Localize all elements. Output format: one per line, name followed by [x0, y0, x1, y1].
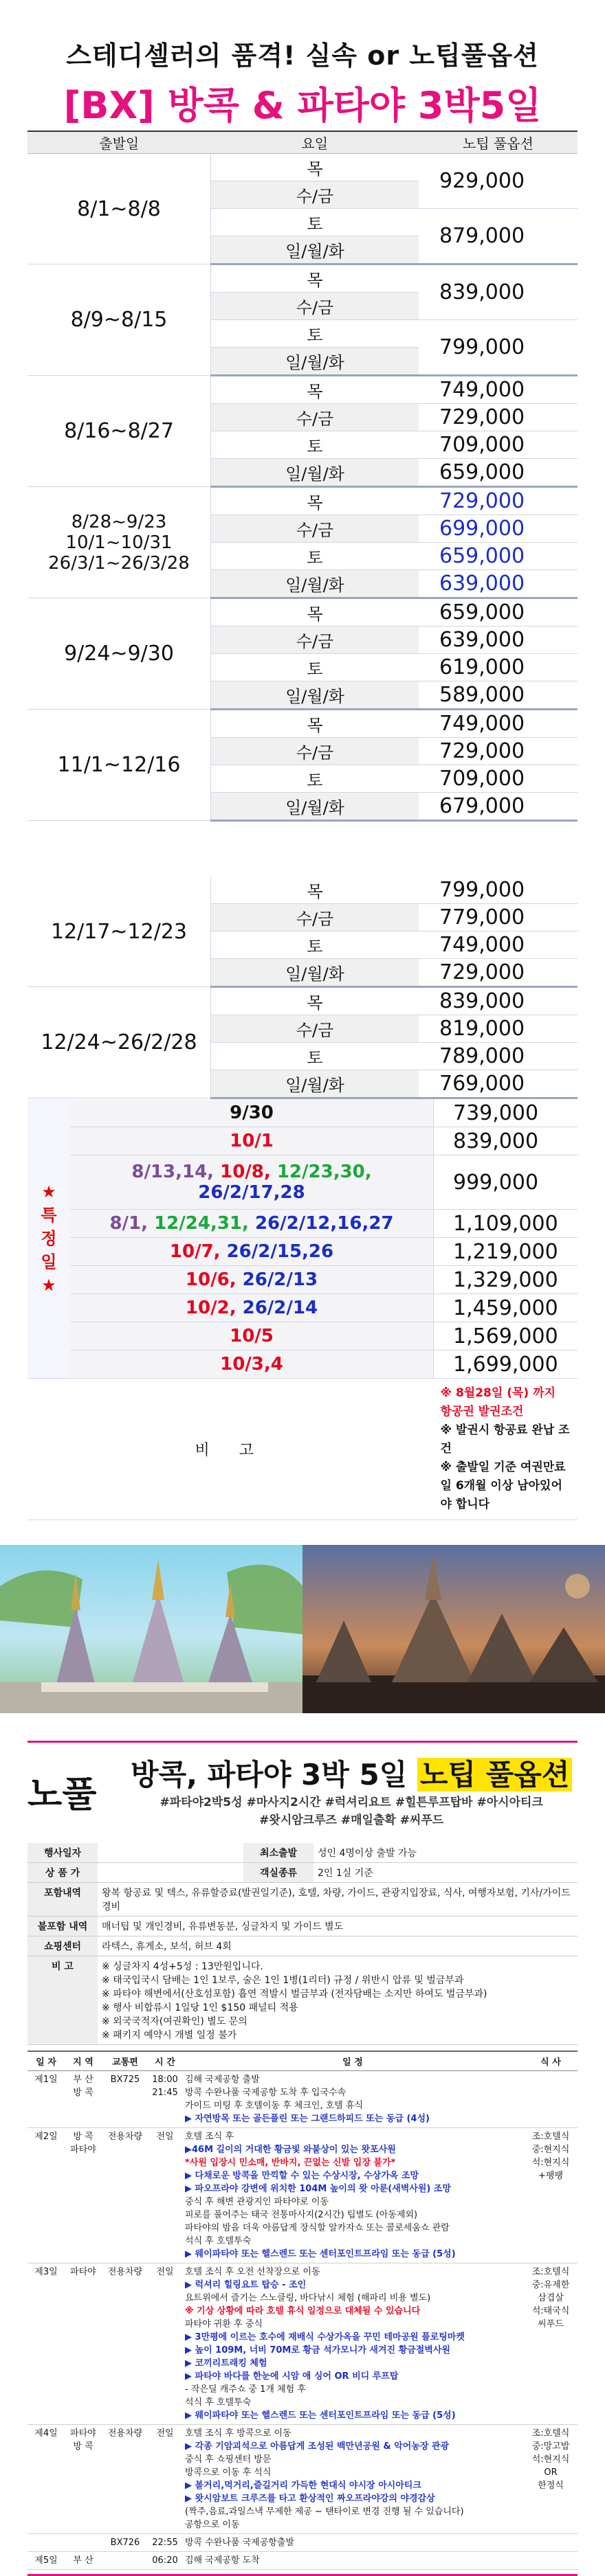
weekday-cell: 수/금 — [211, 181, 419, 209]
special-date-text: 8/1, — [109, 1213, 155, 1234]
weekday-cell: 수/금 — [211, 515, 419, 543]
itin-region: 파타야 방 콕 — [65, 2425, 102, 2534]
price-table — [28, 131, 578, 822]
hashtags-line-1: #파타야2박5성 #마사지2시간 #럭셔리요트 #힐튼루프탑바 #아시아티크 — [160, 1796, 543, 1809]
price-cell: 749,000 — [419, 710, 578, 738]
tour-title — [131, 1752, 572, 1794]
itin-day: 제2일 — [28, 2128, 65, 2263]
schedule-line: 피로를 풀어주는 태국 전통마사지(2시간) 팁별도 (아동제외) — [185, 2210, 418, 2220]
product-title: [BX] 방콕 & 파타야 3박5일 — [63, 84, 542, 127]
price-cell: 929,000 — [419, 154, 578, 209]
weekday-cell: 목 — [211, 710, 419, 738]
special-date-text: 10/8, — [220, 1162, 277, 1182]
schedule-line: 방콕 수완나품 국제공항출발 — [185, 2538, 294, 2548]
price-cell: 749,000 — [419, 376, 578, 404]
price-cell: 839,000 — [419, 987, 578, 1015]
info-key-2: 객실종류 — [243, 1863, 314, 1883]
price-row — [28, 376, 578, 404]
weekday-cell: 수/금 — [211, 293, 419, 320]
itin-transport: 전용차량 — [102, 2263, 148, 2425]
special-price: 739,000 — [434, 1099, 578, 1127]
itin-meal: 조:호텔식 중:유제한 삼겹살 석:태국식 씨푸드 — [524, 2263, 578, 2425]
special-body — [28, 1099, 578, 1520]
weekday-cell: 토 — [211, 543, 419, 570]
price-cell: 709,000 — [419, 431, 578, 459]
weekday-cell: 목 — [211, 376, 419, 404]
price-cell: 729,000 — [419, 487, 578, 515]
itinerary-row — [28, 2128, 578, 2263]
schedule-line: (짝주,음료,과일스낵 무제한 제공 ~ 탠타이로 변경 진행 될 수 있습니다) — [185, 2507, 464, 2517]
price-cell: 709,000 — [419, 765, 578, 793]
special-date-text: 9/30 — [230, 1103, 274, 1123]
tour-title-highlight: 노팁 풀옵션 — [417, 1758, 572, 1792]
schedule-line: 방콕 수완나품 국제공항 도착 후 입국수속 — [185, 2088, 346, 2098]
price-cell: 639,000 — [419, 570, 578, 598]
special-date-text: 10/1 — [230, 1131, 274, 1151]
photo-strip — [0, 1545, 605, 1713]
special-date-text: 12/23,30, — [276, 1162, 372, 1182]
weekday-cell: 수/금 — [211, 904, 419, 931]
weekday-cell: 목 — [211, 487, 419, 515]
special-price: 1,329,000 — [434, 1266, 578, 1294]
price-body — [28, 154, 578, 821]
col-price: 노팁 풀옵션 — [419, 131, 578, 154]
special-date-text: 26/2/17,28 — [198, 1182, 305, 1203]
special-date-text: 26/2/13 — [242, 1269, 318, 1290]
info-key: 비 고 — [28, 1956, 98, 2045]
info-value-2: 성인 4명이상 출발 가능 — [314, 1843, 578, 1863]
price-cell: 779,000 — [419, 904, 578, 931]
itin-schedule — [182, 2534, 524, 2552]
weekday-cell: 수/금 — [211, 404, 419, 431]
info-row — [28, 1843, 578, 1863]
schedule-line: 호텔 조식 후 — [185, 2132, 234, 2142]
itinerary-row — [28, 2552, 578, 2570]
special-price: 1,569,000 — [434, 1322, 578, 1351]
special-dates — [70, 1210, 434, 1238]
info-key: 상 품 가 — [28, 1863, 98, 1883]
schedule-line: ▶ 다채로운 방콕을 만끽할 수 있는 수상시장, 수상가옥 조망 — [185, 2171, 419, 2181]
schedule-line: *사원 입장시 민소매, 반바지, 끈없는 신발 입장 불가* — [185, 2158, 396, 2168]
weekday-cell: 일/월/화 — [211, 348, 419, 376]
schedule-line: ▶ 각종 기암괴석으로 아름답게 조성된 백만년공원 & 악어농장 관광 — [185, 2441, 450, 2452]
itin-day: 제5일 — [28, 2552, 65, 2570]
weekday-cell: 일/월/화 — [211, 236, 419, 264]
tour-detail-section — [0, 1741, 605, 2576]
weekday-cell: 일/월/화 — [211, 459, 419, 487]
schedule-line: 석식 후 호텔투숙 — [185, 2397, 252, 2408]
itinerary-row — [28, 2425, 578, 2534]
itin-col-meal: 식 사 — [524, 2051, 578, 2071]
price-cell: 679,000 — [419, 793, 578, 821]
note-line: ※ 8월28일 (목) 까지 항공권 발권조건 — [440, 1386, 556, 1419]
special-date-text: 26/2/12,16,27 — [254, 1213, 394, 1234]
tour-info-body — [28, 1843, 578, 2045]
weekday-cell: 일/월/화 — [211, 681, 419, 710]
itin-col-region: 지 역 — [65, 2051, 102, 2071]
special-price: 839,000 — [434, 1127, 578, 1155]
weekday-cell: 토 — [211, 431, 419, 459]
itin-time: 전일 — [148, 2128, 182, 2263]
special-date-text: 10/2, — [185, 1298, 243, 1318]
special-dates — [70, 1294, 434, 1322]
schedule-line: ▶ 웨이파타야 또는 헬스렌드 또는 센터포인트프라임 또는 동급 (5성) — [185, 2249, 456, 2259]
special-row — [28, 1351, 578, 1379]
itin-day: 제1일 — [28, 2071, 65, 2128]
schedule-line: ▶ 왓시암보트 크루즈를 타고 환상적인 짜오프라야강의 야경감상 — [185, 2494, 435, 2504]
schedule-line: 호텔 조식 후 오전 선착장으로 이동 — [185, 2267, 320, 2277]
schedule-line: ▶ 볼거리,먹거리,즐길거리 가득한 현대식 야시장 아시아티크 — [185, 2481, 421, 2491]
itin-region: 부 산 — [65, 2552, 102, 2570]
itin-region: 파타야 — [65, 2263, 102, 2425]
special-row — [28, 1266, 578, 1294]
special-price: 1,459,000 — [434, 1294, 578, 1322]
schedule-line: ▶ 3만평에 이르는 호수에 재배식 수상가옥을 꾸민 테마공원 플로팅마켓 — [185, 2332, 465, 2342]
schedule-line: 김해 국제공항 출발 — [185, 2075, 260, 2085]
weekday-cell: 토 — [211, 209, 419, 236]
itin-meal — [524, 2534, 578, 2552]
weekday-cell: 목 — [211, 598, 419, 626]
info-row — [28, 1863, 578, 1883]
weekday-cell: 토 — [211, 320, 419, 348]
price-cell: 659,000 — [419, 598, 578, 626]
schedule-line: ▶ 코끼리트래킹 체험 — [185, 2358, 267, 2369]
itin-transport: BX725 — [102, 2071, 148, 2128]
special-dates — [70, 1351, 434, 1379]
schedule-line: 김해 국제공항 도착 — [185, 2555, 260, 2566]
page-header — [0, 0, 605, 131]
schedule-line: 방콕으로 이동 후 석식 — [185, 2467, 272, 2478]
schedule-line: ※ 기상 상황에 따라 호텔 휴식 일정으로 대체될 수 있습니다 — [185, 2306, 421, 2316]
schedule-line: 공항으로 이동 — [185, 2520, 240, 2530]
itinerary-row — [28, 2534, 578, 2552]
price-row — [28, 154, 578, 181]
price-row — [28, 710, 578, 738]
itin-col-transport: 교통편 — [102, 2051, 148, 2071]
special-price: 999,000 — [434, 1155, 578, 1210]
info-value — [98, 1863, 243, 1883]
special-row — [28, 1238, 578, 1266]
info-key-2: 최소출발 — [243, 1843, 314, 1863]
special-dates — [70, 1266, 434, 1294]
price-cell: 799,000 — [419, 877, 578, 904]
itin-schedule — [182, 2128, 524, 2263]
weekday-cell: 수/금 — [211, 738, 419, 765]
tour-title-main: 방콕, 파타야 3박 5일 — [131, 1758, 417, 1792]
departure-period: 8/28~9/23 10/1~10/31 26/3/1~26/3/28 — [28, 487, 211, 598]
weekday-cell: 수/금 — [211, 1015, 419, 1043]
info-value-2: 2인 1실 기준 — [314, 1863, 578, 1883]
price-cell: 769,000 — [419, 1070, 578, 1098]
itinerary-table — [28, 2050, 578, 2570]
note-line: ※ 출발일 기준 여권만료일 6개월 이상 남아있어야 합니다 — [440, 1460, 566, 1511]
price-row — [28, 487, 578, 515]
departure-period: 9/24~9/30 — [28, 598, 211, 710]
weekday-cell: 목 — [211, 987, 419, 1015]
info-value — [98, 1843, 243, 1863]
price-cell: 639,000 — [419, 626, 578, 654]
departure-period: 12/24~26/2/28 — [28, 987, 211, 1098]
schedule-line: 파타야의 밤을 더욱 아름답게 장식할 알카자쇼 또는 콜로세움쇼 관람 — [185, 2223, 450, 2233]
itin-day: 제3일 — [28, 2263, 65, 2425]
info-value: 매너팁 및 개인경비, 유류변동분, 싱글차지 및 가이드 별도 — [98, 1917, 578, 1936]
weekday-cell: 일/월/화 — [211, 570, 419, 598]
schedule-line: 가이드 미팅 후 호텔이동 후 체크인, 호텔 휴식 — [185, 2101, 364, 2111]
tour-info-table — [28, 1843, 578, 2045]
price-cell: 819,000 — [419, 1015, 578, 1043]
departure-period: 11/1~12/16 — [28, 710, 211, 821]
itin-time: 전일 — [148, 2263, 182, 2425]
itin-transport: 전용차량 — [102, 2128, 148, 2263]
itin-transport: 전용차량 — [102, 2425, 148, 2534]
schedule-line: - 작은딜 캐주쇼 중 1개 체험 후 — [185, 2384, 306, 2395]
schedule-line: ▶46M 길이의 거대한 황금빛 와불상이 있는 왓포사원 — [185, 2145, 396, 2155]
info-row — [28, 1917, 578, 1936]
weekday-cell: 토 — [211, 931, 419, 959]
schedule-line: 석식 후 호텔투숙 — [185, 2236, 252, 2246]
special-dates — [70, 1099, 434, 1127]
itin-day — [28, 2534, 65, 2552]
schedule-line: ▶ 높이 109M, 너비 70M로 황금 석가모니가 새겨진 황금절벽사원 — [185, 2345, 450, 2355]
price-cell: 789,000 — [419, 1043, 578, 1070]
departure-period: 8/16~8/27 — [28, 376, 211, 487]
special-row — [28, 1294, 578, 1322]
itin-meal: 조:호텔식 중:현지식 석:현지식 +팽팽 — [524, 2128, 578, 2263]
special-date-text: 10/3,4 — [220, 1354, 283, 1375]
departure-period: 12/17~12/23 — [28, 877, 211, 987]
weekday-cell: 토 — [211, 765, 419, 793]
hashtags-line-2: #왓시암크루즈 #매일출확 #씨푸드 — [259, 1814, 444, 1827]
price-cell: 699,000 — [419, 515, 578, 543]
itin-time: 전일 — [148, 2425, 182, 2534]
special-date-text: 10/5 — [230, 1326, 274, 1346]
info-value: 라텍스, 휴게소, 보석, 허브 4회 — [98, 1936, 578, 1956]
special-date-text: 26/2/15,26 — [226, 1241, 334, 1262]
info-key: 행사일자 — [28, 1843, 98, 1863]
itinerary-row — [28, 2263, 578, 2425]
price-cell: 799,000 — [419, 320, 578, 376]
itin-time: 18:00 21:45 — [148, 2071, 182, 2128]
price-cell: 589,000 — [419, 681, 578, 710]
special-row — [28, 1099, 578, 1127]
itin-meal — [524, 2071, 578, 2128]
itinerary-row — [28, 2071, 578, 2128]
price-cell: 729,000 — [419, 404, 578, 431]
itin-transport: BX726 — [102, 2534, 148, 2552]
tour-header — [28, 1741, 578, 1836]
special-dates — [70, 1127, 434, 1155]
info-key: 쇼핑센터 — [28, 1936, 98, 1956]
itin-time: 06:20 — [148, 2552, 182, 2570]
schedule-line: ▶ 럭셔리 힐링요트 탑승 - 조인 — [185, 2280, 307, 2290]
weekday-cell: 일/월/화 — [211, 1070, 419, 1098]
special-date-table — [28, 1099, 578, 1520]
special-row — [28, 1127, 578, 1155]
weekday-cell: 일/월/화 — [211, 959, 419, 987]
weekday-cell: 토 — [211, 1043, 419, 1070]
note-row — [28, 1379, 578, 1520]
weekday-cell: 목 — [211, 264, 419, 293]
schedule-line: ▶ 웨이파타야 또는 헬스렌드 또는 센터포인트프라임 또는 동급 (5성) — [185, 2410, 456, 2421]
info-value: ※ 싱글차지 4성+5성 : 13만원입니다. ※ 태국입국시 담배는 1인 1보루, 술은 1인 1병(1리터) 규정 / 위반시 압류 및 벌금부과 ※ 파타야 해변에서(산호섬포함) 흡연 적발시 벌금부과 (전자담배는 소지만 하여도 벌금부과) ※ 행사 비합류시 1일당 1인 $150 패널티 적용 ※ 외국국적자(여권확인) 별도 문의 ※ 패키지 예약시 개별 일정 불가 — [98, 1956, 578, 2045]
itin-region: 부 산 방 콕 — [65, 2071, 102, 2128]
special-date-label: ★ 특 정 일 ★ — [28, 1099, 70, 1379]
itin-transport — [102, 2552, 148, 2570]
schedule-line: 파타야 귀환 후 중식 — [185, 2319, 263, 2329]
price-cell: 659,000 — [419, 459, 578, 487]
itin-col-time: 시 간 — [148, 2051, 182, 2071]
price-cell: 619,000 — [419, 654, 578, 681]
special-date-text: 26/2/14 — [242, 1298, 318, 1318]
price-row — [28, 987, 578, 1015]
itin-schedule — [182, 2071, 524, 2128]
price-cell: 659,000 — [419, 543, 578, 570]
info-key: 불포함 내역 — [28, 1917, 98, 1936]
weekday-cell: 수/금 — [211, 626, 419, 654]
itin-region: 방 콕 파타야 — [65, 2128, 102, 2263]
note-line: ※ 발권시 항공료 완납 조건 — [440, 1423, 570, 1456]
weekday-cell: 목 — [211, 877, 419, 904]
info-value: 왕복 항공료 및 텍스, 유류할증료(발권일기준), 호텔, 차량, 가이드, 관광지입장료, 식사, 여행자보험, 기사/가이드 경비 — [98, 1883, 578, 1917]
price-cell: 729,000 — [419, 738, 578, 765]
note-text — [434, 1379, 578, 1520]
itin-schedule — [182, 2552, 524, 2570]
price-row — [28, 598, 578, 626]
special-dates — [70, 1322, 434, 1351]
special-row — [28, 1322, 578, 1351]
col-weekday: 요일 — [211, 131, 419, 154]
headline: 스테디셀러의 품격! 실속 or 노팁풀옵션 — [66, 41, 539, 71]
itin-schedule — [182, 2263, 524, 2425]
special-dates — [70, 1238, 434, 1266]
price-cell: 839,000 — [419, 264, 578, 320]
schedule-line: ▶ 자연방목 또는 골든플린 또는 그랜드하피드 또는 동급 (4성) — [185, 2114, 430, 2124]
itinerary-body — [28, 2071, 578, 2570]
note-label: 비 고 — [28, 1379, 434, 1520]
itin-col-schedule: 일 정 — [182, 2051, 524, 2071]
info-key: 포함내역 — [28, 1883, 98, 1917]
weekday-cell: 토 — [211, 654, 419, 681]
price-body-peak — [28, 877, 578, 1098]
schedule-line: 중식 후 해변 관광지인 파타야로 이동 — [185, 2197, 329, 2207]
special-row — [28, 1210, 578, 1238]
special-dates — [70, 1155, 434, 1210]
special-date-text: 12/24,31, — [154, 1213, 255, 1234]
col-departure: 출발일 — [28, 131, 211, 154]
special-date-text: 8/13,14, — [131, 1162, 221, 1182]
price-table-peak — [28, 877, 578, 1099]
info-row — [28, 1883, 578, 1917]
price-cell: 749,000 — [419, 931, 578, 959]
temple-photo-wat-arun — [302, 1545, 605, 1713]
info-row — [28, 1956, 578, 2045]
price-cell: 729,000 — [419, 959, 578, 987]
itin-meal: 조:호텔식 중:망고밥 석:현지식 OR 한정식 — [524, 2425, 578, 2534]
itin-day: 제4일 — [28, 2425, 65, 2534]
schedule-line: ▶ 파타야 바다를 한눈에 시암 애 싱어 OR 비디 루프탑 — [185, 2371, 399, 2382]
special-row — [28, 1155, 578, 1210]
temple-photo-wat-pho — [0, 1545, 302, 1713]
brand-label: 노풀 — [28, 1774, 97, 1816]
special-date-text: 10/6, — [185, 1269, 243, 1290]
price-cell: 879,000 — [419, 209, 578, 264]
itin-time: 22:55 — [148, 2534, 182, 2552]
schedule-line: ▶ 파오프라야 강변에 위치한 104M 높이의 왓 아룬(새벽사원) 조망 — [185, 2184, 451, 2194]
departure-period: 8/9~8/15 — [28, 264, 211, 376]
price-row — [28, 264, 578, 293]
itin-schedule — [182, 2425, 524, 2534]
departure-period: 8/1~8/8 — [28, 154, 211, 264]
schedule-line: 중식 후 쇼핑센터 방문 — [185, 2454, 272, 2465]
special-price: 1,699,000 — [434, 1351, 578, 1379]
info-row — [28, 1936, 578, 1956]
special-date-text: 10/7, — [169, 1241, 227, 1262]
weekday-cell: 일/월/화 — [211, 793, 419, 821]
schedule-line: 호텔 조식 후 방콕으로 이동 — [185, 2428, 292, 2439]
itin-region — [65, 2534, 102, 2552]
special-price: 1,109,000 — [434, 1210, 578, 1238]
weekday-cell: 목 — [211, 154, 419, 181]
schedule-line: 요트위에서 즐기는 스노클링, 바다낚시 체험 (해파리 비용 별도) — [185, 2293, 431, 2303]
itin-col-day: 일 자 — [28, 2051, 65, 2071]
special-price: 1,219,000 — [434, 1238, 578, 1266]
price-row — [28, 877, 578, 904]
itin-meal — [524, 2552, 578, 2570]
